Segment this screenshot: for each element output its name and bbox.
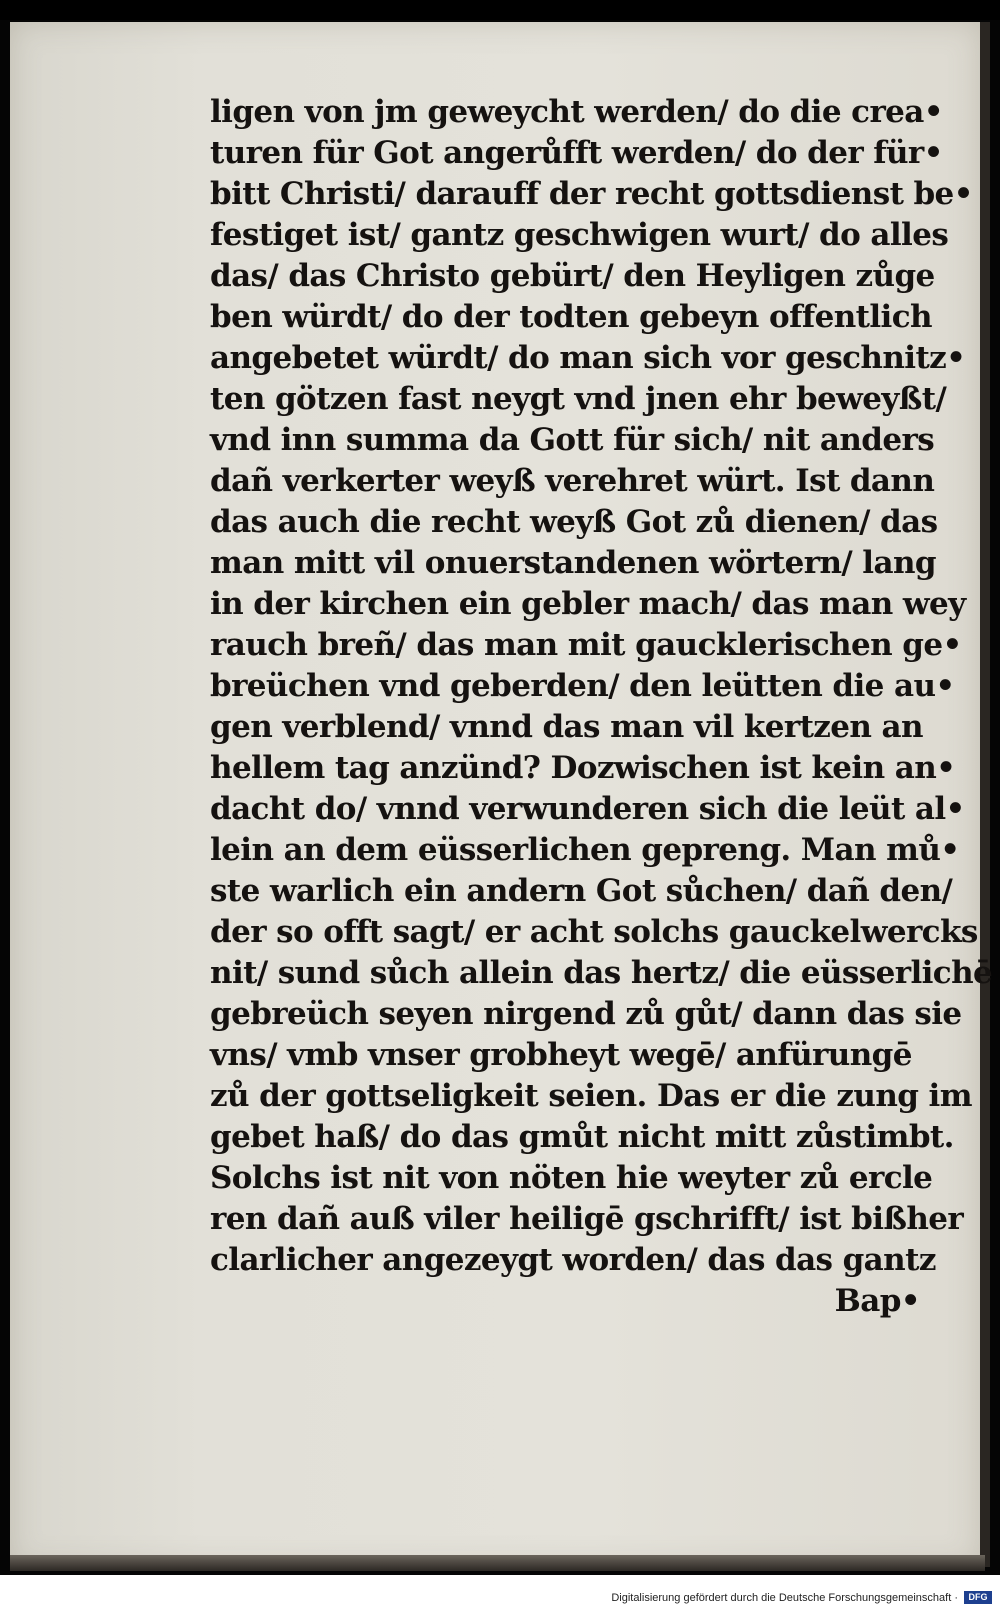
text-line: in der kirchen ein gebler mach/ das man wey [210,586,966,622]
text-line: turen für Got angerůfft werden/ do der für• [210,135,943,171]
text-line: ten götzen fast neygt vnd jnen ehr beweyßt/ [210,381,947,417]
catchword: Bap• [834,1283,920,1319]
text-line: hellem tag anzünd? Dozwischen ist kein an• [210,750,956,786]
top-bar [0,0,1000,20]
page-edge [10,1555,985,1571]
funding-credit: Digitalisierung gefördert durch die Deutsche Forschungsgemeinschaft · [611,1592,958,1604]
text-line: vnd inn summa da Gott für sich/ nit anders [210,422,935,458]
text-line: breüchen vnd geberden/ den leütten die au• [210,668,955,704]
text-line: lein an dem eüsserlichen gepreng. Man mů• [210,832,960,868]
text-line: ligen von jm geweycht werden/ do die crea• [210,94,943,130]
text-line: rauch breñ/ das man mit gaucklerischen ge• [210,627,962,663]
text-line: vns/ vmb vnser grobheyt wegē/ anfürungē [210,1037,912,1073]
text-line: bitt Christi/ darauff der recht gottsdienst be• [210,176,973,212]
text-line: ren dañ auß viler heiligē gschrifft/ ist bißher [210,1201,964,1237]
text-line: gen verblend/ vnnd das man vil kertzen an [210,709,923,745]
footer-bar [0,1575,1000,1609]
text-line: clarlicher angezeygt worden/ das das gantz [210,1242,936,1278]
text-line: nit/ sund sůch allein das hertz/ die eüsserlichē [210,955,993,991]
dfg-logo-icon: DFG [964,1591,992,1604]
text-line: ste warlich ein andern Got sůchen/ dañ den/ [210,873,953,909]
text-line: angebetet würdt/ do man sich vor geschnitz• [210,340,966,376]
text-line: dañ verkerter weyß verehret würt. Ist dann [210,463,935,499]
text-line: gebet haß/ do das gmůt nicht mitt zůstimbt. [210,1119,954,1155]
text-line: ben würdt/ do der todten gebeyn offentlich [210,299,932,335]
text-line: zů der gottseligkeit seien. Das er die zung im [210,1078,972,1114]
text-line: Solchs ist nit von nöten hie weyter zů ercle [210,1160,933,1196]
text-line: das auch die recht weyß Got zů dienen/ das [210,504,938,540]
text-line: festiget ist/ gantz geschwigen wurt/ do alles [210,217,949,253]
text-line: der so offt sagt/ er acht solchs gauckelwercks [210,914,978,950]
text-line: man mitt vil onuerstandenen wörtern/ lang [210,545,936,581]
text-line: dacht do/ vnnd verwunderen sich die leüt al• [210,791,965,827]
text-line: gebreüch seyen nirgend zů gůt/ dann das sie [210,996,962,1032]
page-text [210,92,993,1322]
text-line: das/ das Christo gebürt/ den Heyligen zůge [210,258,935,294]
